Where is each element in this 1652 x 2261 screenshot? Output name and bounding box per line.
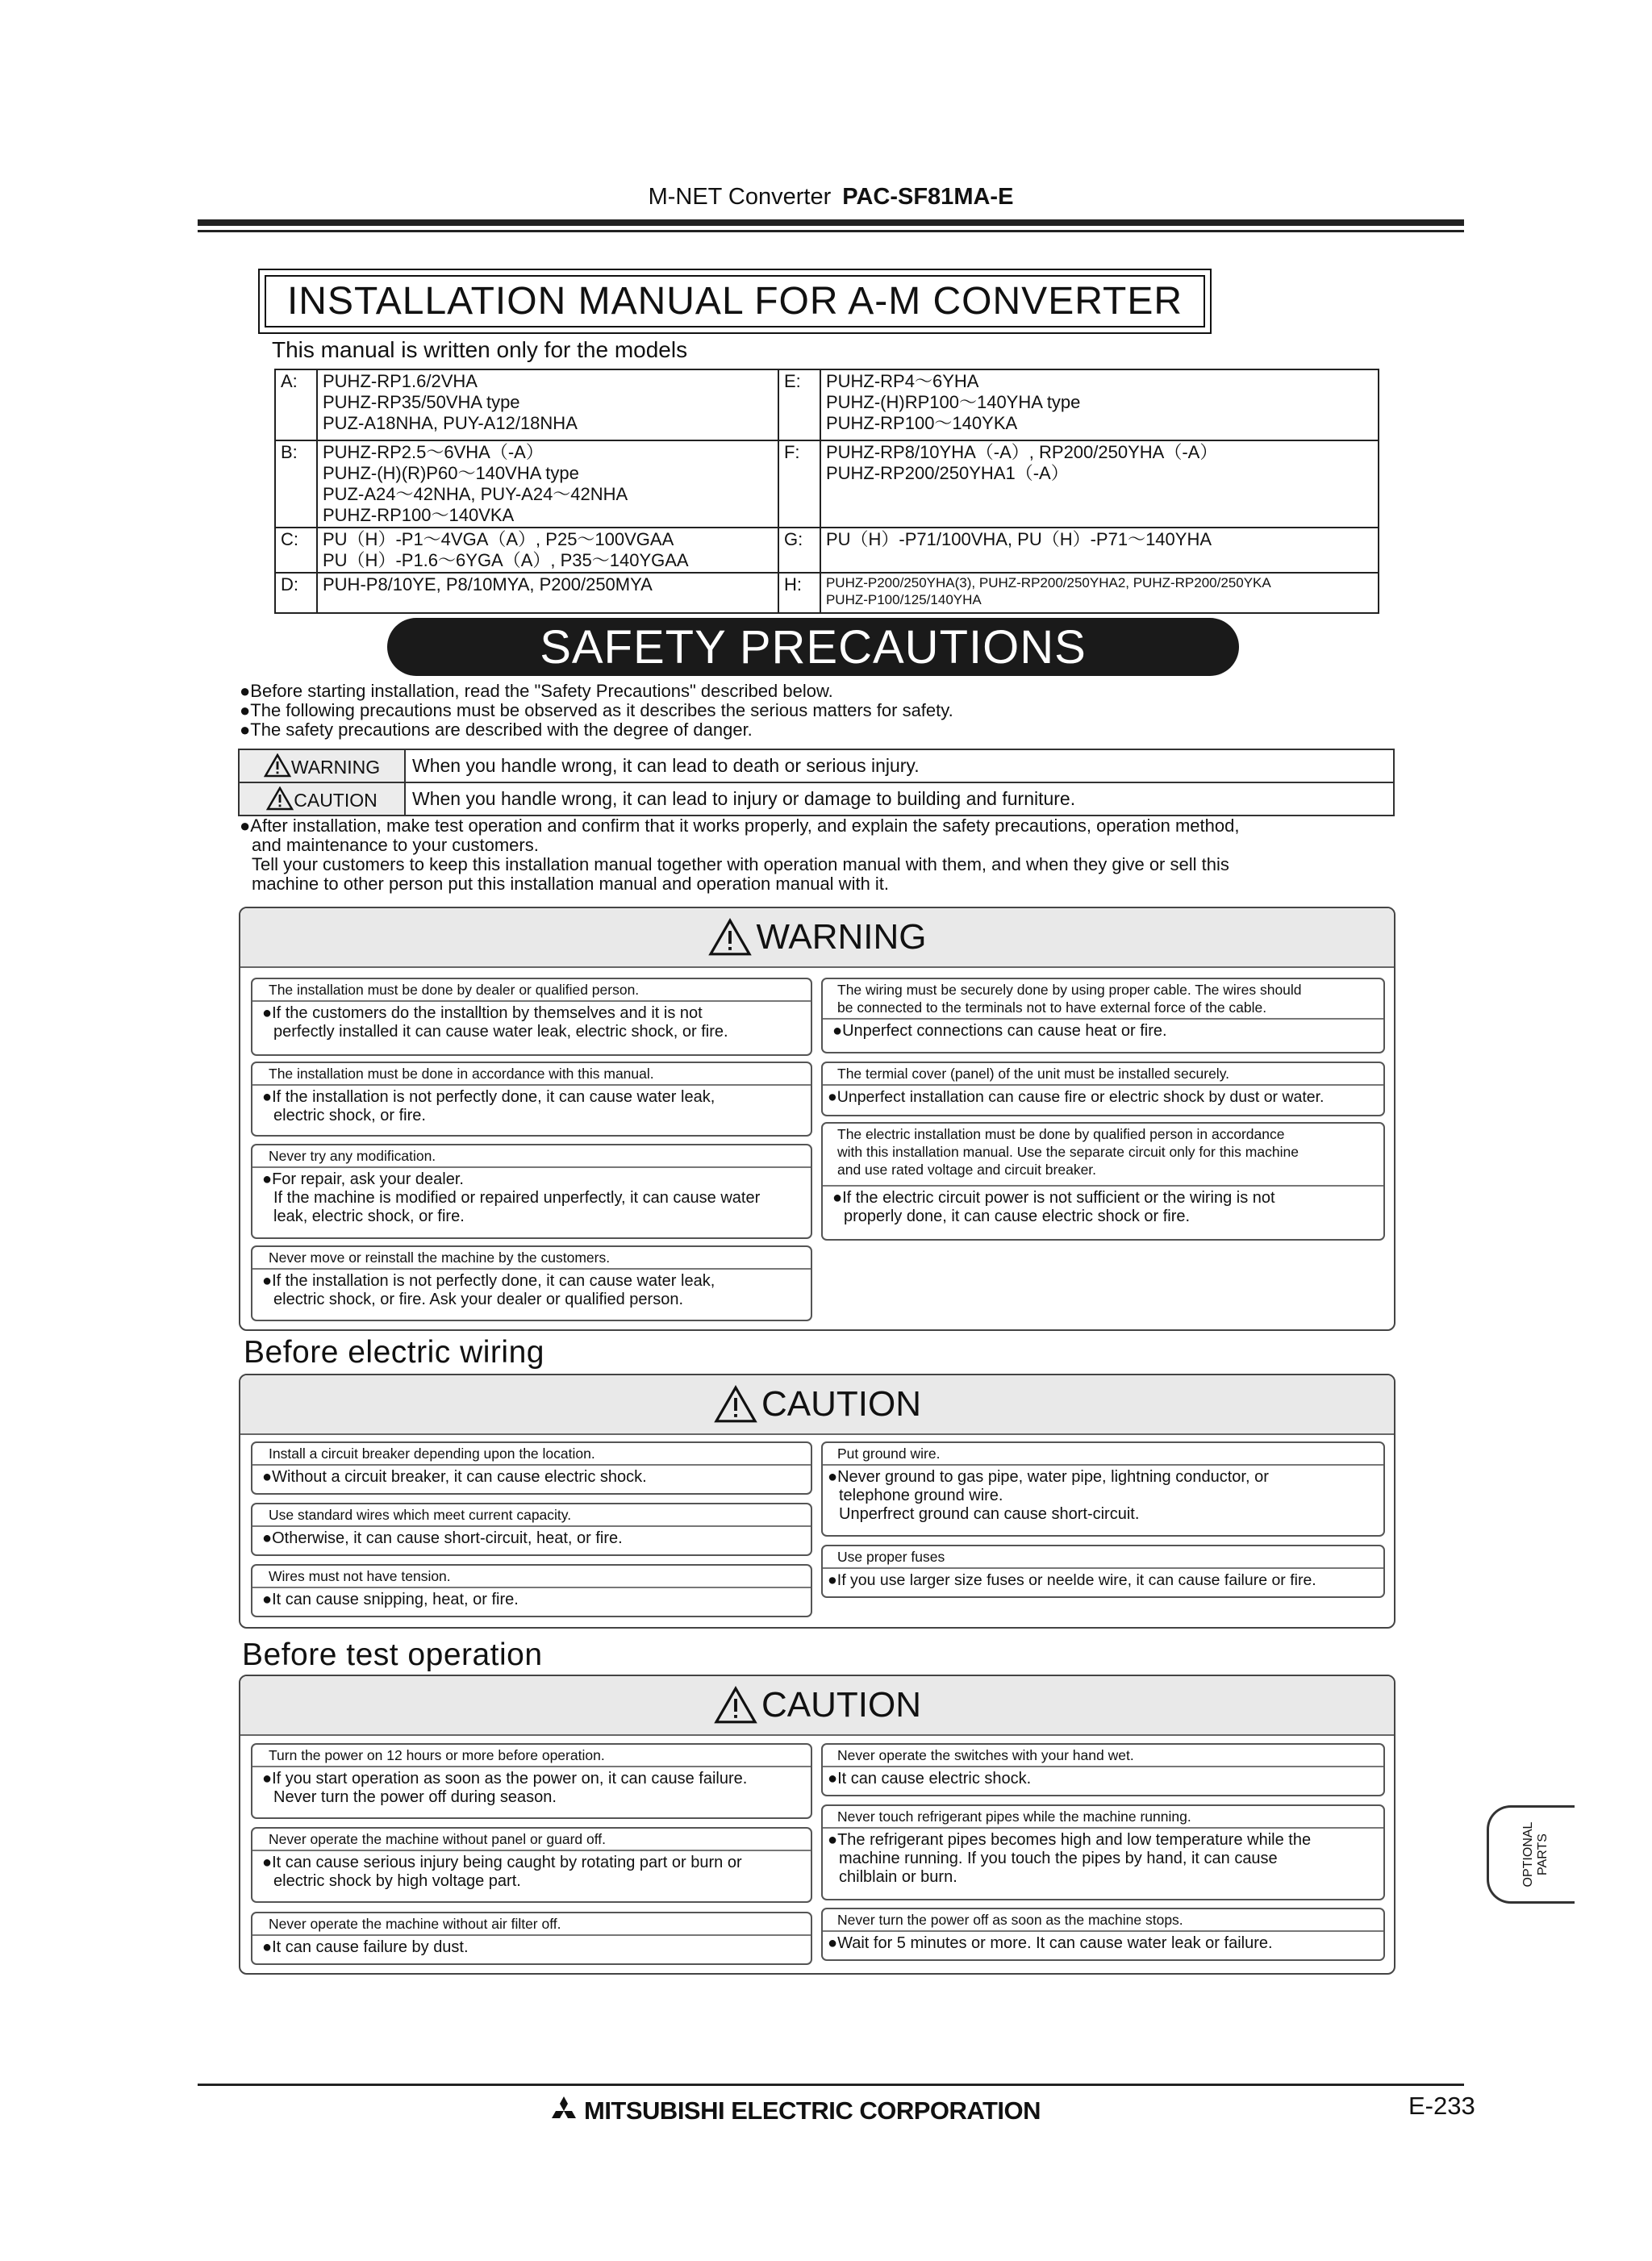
model-line: PUHZ-RP200/250YHA1（-A） (825, 463, 1069, 483)
model-line: PUHZ-RP100～140VKA (323, 505, 515, 525)
desc-line: telephone ground wire. (839, 1487, 1003, 1504)
tab-line: OPTIONAL (1521, 1821, 1535, 1888)
warning-item-title (823, 1063, 1383, 1086)
warning-item-title (823, 979, 1383, 1020)
model-line: PUHZ-P100/125/140YHA (825, 592, 982, 607)
caution-heading-text: CAUTION (761, 1384, 921, 1424)
caution-item-desc (252, 1466, 811, 1489)
model-line: PUHZ-RP4～6YHA (825, 371, 979, 391)
model-cell (820, 573, 1379, 613)
intro-line: ●The safety precautions are described with the degree of danger. (240, 720, 753, 740)
model-line: PU（H）-P1～4VGA（A）, P25～100VGAA (323, 529, 674, 549)
warning-item-desc (252, 1002, 811, 1044)
desc-line: ●Never ground to gas pipe, water pipe, lightning conductor, or (828, 1468, 1269, 1486)
title-line: be connected to the terminals not to have external force of the cable. (837, 999, 1267, 1016)
footer-company (549, 2096, 1113, 2125)
header-model: PAC-SF81MA-E (842, 184, 1014, 210)
degree-label: CAUTION (294, 790, 378, 811)
desc-line: ●If the customers do the installtion by themselves and it is not (262, 1004, 703, 1022)
warning-item-title: The installation must be done in accordance with this manual. (252, 1063, 811, 1086)
warning-item-desc (823, 1187, 1383, 1229)
caution-item (821, 1441, 1385, 1537)
title-line: and use rated voltage and circuit breaker. (837, 1162, 1097, 1178)
caution-item-title: Install a circuit breaker depending upon the location. (252, 1443, 811, 1466)
model-cell (820, 440, 1379, 528)
model-line: PUHZ-RP2.5～6VHA（-A） (323, 442, 544, 462)
caution-item-desc (823, 1829, 1383, 1889)
model-line: PUZ-A18NHA, PUY-A12/18NHA (323, 413, 578, 433)
model-key: C: (275, 528, 317, 573)
after-line: ●After installation, make test operation and confirm that it works properly, and explain the safety precautions, operation method, (240, 816, 1240, 836)
title-line: The wiring must be securely done by using proper cable. The wires should (837, 982, 1302, 998)
caution-heading-text: CAUTION (761, 1685, 921, 1725)
optional-parts-tab (1487, 1805, 1575, 1904)
header-rule-thin (198, 230, 1464, 232)
title-line: The termial cover (panel) of the unit must be installed securely. (837, 1066, 1230, 1082)
desc-line: ●If you use larger size fuses or neelde wire, it can cause failure or fire. (828, 1571, 1316, 1589)
warning-heading (240, 908, 1394, 968)
desc-line: ●Without a circuit breaker, it can cause electric shock. (262, 1468, 647, 1486)
caution-heading (240, 1676, 1394, 1736)
caution-heading (240, 1375, 1394, 1435)
caution-item-title: Never turn the power off as soon as the machine stops. (823, 1909, 1383, 1932)
caution-triangle-icon (713, 1385, 758, 1424)
warning-item-title: The installation must be done by dealer or qualified person. (252, 979, 811, 1002)
desc-line: electric shock, or fire. Ask your dealer or qualified person. (273, 1291, 684, 1308)
mitsubishi-logo-icon (549, 2096, 579, 2123)
model-key: E: (778, 369, 820, 440)
models-lead: This manual is written only for the models (272, 337, 688, 362)
model-key: A: (275, 369, 317, 440)
model-line: PUHZ-(H)(R)P60～140VHA type (323, 463, 579, 483)
caution-item-title: Use standard wires which meet current capacity. (252, 1504, 811, 1527)
caution-item-desc (823, 1466, 1383, 1526)
desc-line: ●If the installation is not perfectly done, it can cause water leak, (262, 1272, 715, 1290)
degree-label: WARNING (290, 757, 381, 778)
caution-item-desc (252, 1588, 811, 1612)
desc-line: ●It can cause electric shock. (828, 1770, 1032, 1788)
desc-line: ●Unperfect connections can cause heat or fire. (832, 1022, 1167, 1040)
model-cell (317, 440, 778, 528)
after-line: and maintenance to your customers. (252, 835, 539, 855)
model-line: PUHZ-RP8/10YHA（-A）, RP200/250YHA（-A） (825, 442, 1218, 462)
desc-line: Never turn the power off during season. (273, 1788, 557, 1806)
footer-rule (198, 2084, 1464, 2086)
warning-item-desc (823, 1020, 1383, 1043)
caution-item-desc (252, 1851, 811, 1893)
model-cell (317, 573, 778, 613)
intro-line: ●The following precautions must be observed as it describes the serious matters for safety. (240, 700, 953, 720)
desc-line: ●If you start operation as soon as the power on, it can cause failure. (262, 1770, 748, 1788)
test-caution-section (239, 1675, 1395, 1975)
desc-line: ●Unperfect installation can cause fire or electric shock by dust or water. (828, 1088, 1325, 1106)
warning-item-title: Never try any modification. (252, 1145, 811, 1168)
warning-item-title (823, 1124, 1383, 1187)
caution-item-desc (252, 1767, 811, 1809)
degree-table (238, 749, 1395, 816)
degree-text: When you handle wrong, it can lead to injury or damage to building and furniture. (405, 782, 1394, 816)
model-line: PUHZ-(H)RP100～140YHA type (825, 392, 1081, 412)
caution-item (821, 1908, 1385, 1961)
caution-item-title: Never touch refrigerant pipes while the machine running. (823, 1806, 1383, 1829)
desc-line: ●For repair, ask your dealer. (262, 1170, 464, 1188)
warning-item (251, 978, 812, 1056)
after-installation-note (240, 816, 1401, 894)
intro-line: ●Before starting installation, read the "Safety Precautions" described below. (240, 681, 833, 701)
desc-line: ●If the installation is not perfectly done, it can cause water leak, (262, 1088, 715, 1106)
caution-item-title: Never operate the switches with your hand wet. (823, 1745, 1383, 1767)
desc-line: ●It can cause serious injury being caught by rotating part or burn or (262, 1854, 742, 1871)
tab-line: PARTS (1536, 1833, 1550, 1875)
desc-line: If the machine is modified or repaired unperfectly, it can cause water (273, 1189, 761, 1207)
caution-item-title: Put ground wire. (823, 1443, 1383, 1466)
header-product: M-NET Converter (648, 184, 832, 210)
subheading-test-operation: Before test operation (242, 1637, 543, 1672)
caution-triangle-icon (266, 786, 294, 811)
warning-item (821, 978, 1385, 1053)
desc-line: properly done, it can cause electric shock or fire. (844, 1208, 1191, 1225)
model-cell (317, 528, 778, 573)
model-cell (317, 369, 778, 440)
title-line: The electric installation must be done by qualified person in accordance (837, 1126, 1285, 1142)
caution-item-title: Wires must not have tension. (252, 1566, 811, 1588)
warning-item (251, 1144, 812, 1239)
warning-item-desc (823, 1086, 1383, 1109)
caution-item (251, 1743, 812, 1819)
model-key: B: (275, 440, 317, 528)
caution-item (251, 1441, 812, 1495)
warning-item (251, 1062, 812, 1137)
desc-line: ●Wait for 5 minutes or more. It can cause water leak or failure. (828, 1934, 1273, 1952)
warning-item-title: Never move or reinstall the machine by the customers. (252, 1247, 811, 1270)
desc-line: leak, electric shock, or fire. (273, 1208, 465, 1225)
warning-triangle-icon (264, 753, 291, 778)
caution-item-desc (823, 1932, 1383, 1955)
document-title: INSTALLATION MANUAL FOR A-M CONVERTER (265, 275, 1205, 327)
header-rule (198, 219, 1464, 226)
title-line: with this installation manual. Use the separate circuit only for this machine (837, 1144, 1299, 1160)
caution-item (821, 1743, 1385, 1796)
caution-item-title: Never operate the machine without air filter off. (252, 1913, 811, 1936)
safety-precautions-banner: SAFETY PRECAUTIONS (387, 618, 1239, 676)
model-key: D: (275, 573, 317, 613)
caution-item (251, 1912, 812, 1965)
optional-parts-tab-label (1521, 1822, 1550, 1888)
caution-item-title: Never operate the machine without panel or guard off. (252, 1829, 811, 1851)
warning-item (251, 1245, 812, 1321)
degree-label-cell (239, 749, 405, 782)
warning-triangle-icon (707, 918, 753, 957)
caution-item-desc (823, 1767, 1383, 1791)
degree-text: When you handle wrong, it can lead to death or serious injury. (405, 749, 1394, 782)
warning-item (821, 1062, 1385, 1116)
warning-item (821, 1122, 1385, 1241)
model-key: H: (778, 573, 820, 613)
desc-line: ●If the electric circuit power is not sufficient or the wiring is not (832, 1189, 1275, 1207)
intro-bullets (240, 682, 953, 740)
caution-item (251, 1564, 812, 1617)
company-name: MITSUBISHI ELECTRIC CORPORATION (584, 2096, 1041, 2125)
desc-line: ●It can cause failure by dust. (262, 1938, 469, 1956)
desc-line: ●It can cause snipping, heat, or fire. (262, 1591, 519, 1608)
desc-line: electric shock by high voltage part. (273, 1872, 521, 1890)
caution-triangle-icon (713, 1686, 758, 1725)
caution-item (251, 1503, 812, 1556)
desc-line: machine running. If you touch the pipes by hand, it can cause (839, 1850, 1278, 1867)
desc-line: ●The refrigerant pipes becomes high and low temperature while the (828, 1831, 1312, 1849)
model-cell (820, 528, 1379, 573)
model-line: PUHZ-RP35/50VHA type (323, 392, 520, 412)
caution-item-title: Use proper fuses (823, 1546, 1383, 1569)
caution-item-desc (823, 1569, 1383, 1592)
model-line: PU（H）-P71/100VHA, PU（H）-P71～140YHA (825, 529, 1212, 549)
caution-item-title: Turn the power on 12 hours or more before operation. (252, 1745, 811, 1767)
after-line: machine to other person put this installation manual and operation manual with it. (252, 874, 890, 894)
document-title-frame (258, 269, 1212, 334)
desc-line: ●Otherwise, it can cause short-circuit, heat, or fire. (262, 1529, 623, 1547)
desc-line: electric shock, or fire. (273, 1107, 426, 1124)
model-line: PUH-P8/10YE, P8/10MYA, P200/250MYA (323, 574, 653, 594)
caution-item-desc (252, 1527, 811, 1550)
warning-heading-text: WARNING (756, 917, 927, 957)
model-line: PUHZ-P200/250YHA(3), PUHZ-RP200/250YHA2, PUHZ-RP200/250YKA (825, 575, 1271, 590)
warning-item-desc (252, 1086, 811, 1128)
caution-item (821, 1545, 1385, 1598)
caution-item (251, 1827, 812, 1903)
model-line: PUHZ-RP100～140YKA (825, 413, 1018, 433)
desc-line: Unperfrect ground can cause short-circuit. (839, 1505, 1140, 1523)
desc-line: chilblain or burn. (839, 1868, 957, 1886)
model-cell (820, 369, 1379, 440)
model-line: PUHZ-RP1.6/2VHA (323, 371, 478, 391)
model-line: PU（H）-P1.6～6YGA（A）, P35～140YGAA (323, 550, 689, 570)
caution-item-desc (252, 1936, 811, 1959)
model-line: PUZ-A24～42NHA, PUY-A24～42NHA (323, 484, 628, 504)
models-table (274, 369, 1379, 614)
model-key: F: (778, 440, 820, 528)
degree-label-cell (239, 782, 405, 816)
model-key: G: (778, 528, 820, 573)
running-header (198, 184, 1464, 211)
caution-item (821, 1804, 1385, 1900)
wiring-caution-section (239, 1374, 1395, 1629)
warning-item-desc (252, 1168, 811, 1229)
warning-section (239, 907, 1395, 1331)
page-number: E-233 (1408, 2092, 1475, 2120)
after-line: Tell your customers to keep this installation manual together with operation manual with them, and when they give or sell this (252, 854, 1229, 874)
desc-line: perfectly installed it can cause water leak, electric shock, or fire. (273, 1023, 728, 1041)
warning-item-desc (252, 1270, 811, 1312)
subheading-electric-wiring: Before electric wiring (244, 1335, 544, 1370)
